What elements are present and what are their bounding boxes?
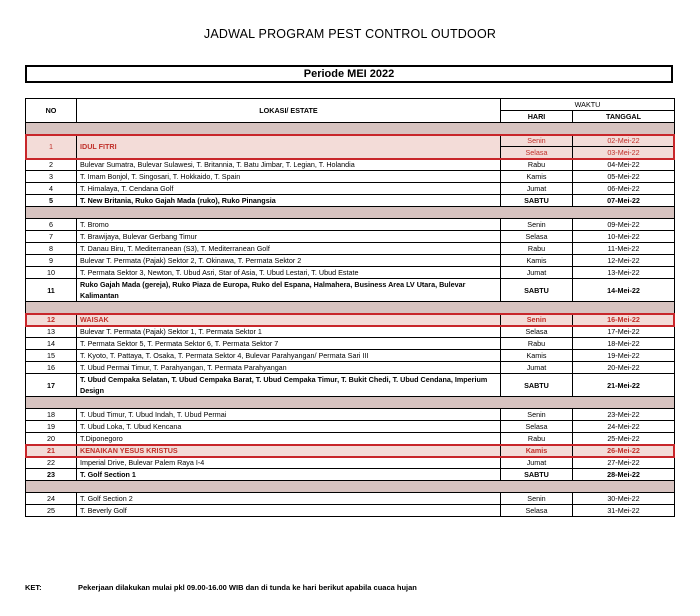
row-day: Selasa: [501, 231, 573, 243]
week-separator: [26, 207, 675, 219]
table-row: [26, 409, 675, 421]
week-separator: [26, 302, 675, 314]
row-date: 26-Mei-22: [573, 445, 675, 457]
week-separator: [26, 397, 675, 409]
period-title: Periode MEI 2022: [25, 65, 673, 83]
table-row: [26, 243, 675, 255]
row-number: 24: [26, 493, 77, 505]
row-date: 09-Mei-22: [573, 219, 675, 231]
row-day: Selasa: [501, 421, 573, 433]
table-row: [26, 362, 675, 374]
row-date: 20-Mei-22: [573, 362, 675, 374]
row-location: T. Imam Bonjol, T. Singosari, T. Hokkaido, T. Spain: [77, 171, 501, 183]
row-day: SABTU: [501, 469, 573, 481]
separator-cell: [26, 207, 675, 219]
row-date: 25-Mei-22: [573, 433, 675, 445]
row-number: 19: [26, 421, 77, 433]
row-number: 22: [26, 457, 77, 469]
table-row: [26, 505, 675, 517]
row-date: 17-Mei-22: [573, 326, 675, 338]
row-day: SABTU: [501, 279, 573, 302]
row-date: 03-Mei-22: [573, 147, 675, 159]
row-date: 04-Mei-22: [573, 159, 675, 171]
row-number: 1: [26, 135, 77, 159]
table-row: [26, 159, 675, 171]
row-date: 19-Mei-22: [573, 350, 675, 362]
row-date: 07-Mei-22: [573, 195, 675, 207]
row-number: 6: [26, 219, 77, 231]
row-day: Rabu: [501, 159, 573, 171]
row-day: Kamis: [501, 445, 573, 457]
table-row: [26, 421, 675, 433]
row-location: T. Golf Section 1: [77, 469, 501, 481]
separator-cell: [26, 481, 675, 493]
row-day: Rabu: [501, 338, 573, 350]
row-location: T. Permata Sektor 3, Newton, T. Ubud Asri, Star of Asia, T. Ubud Lestari, T. Ubud Estate: [77, 267, 501, 279]
row-location: T. Bromo: [77, 219, 501, 231]
row-location: Bulevar T. Permata (Pajak) Sektor 2, T. Okinawa, T. Permata Sektor 2: [77, 255, 501, 267]
row-number: 8: [26, 243, 77, 255]
row-location: T. Kyoto, T. Pattaya, T. Osaka, T. Permata Sektor 4, Bulevar Parahyangan/ Permata Sari III: [77, 350, 501, 362]
row-date: 02-Mei-22: [573, 135, 675, 147]
row-date: 27-Mei-22: [573, 457, 675, 469]
row-number: 9: [26, 255, 77, 267]
table-row: [26, 183, 675, 195]
row-day: SABTU: [501, 374, 573, 397]
row-date: 05-Mei-22: [573, 171, 675, 183]
row-date: 18-Mei-22: [573, 338, 675, 350]
row-number: 12: [26, 314, 77, 326]
row-day: Jumat: [501, 362, 573, 374]
row-location: T. Ubud Permai Timur, T. Parahyangan, T. Permata Parahyangan: [77, 362, 501, 374]
row-location: T. New Britania, Ruko Gajah Mada (ruko), Ruko Pinangsia: [77, 195, 501, 207]
row-day: Rabu: [501, 243, 573, 255]
row-day: Kamis: [501, 171, 573, 183]
col-header-no: NO: [26, 99, 77, 123]
table-row: [26, 350, 675, 362]
row-number: 11: [26, 279, 77, 302]
row-location: T. Danau Biru, T. Mediterranean (S3), T. Mediterranean Golf: [77, 243, 501, 255]
ket-note: Pekerjaan dilakukan mulai pkl 09.00-16.00 WIB dan di tunda ke hari berikut apabila cuaca hujan: [78, 583, 417, 592]
row-date: 21-Mei-22: [573, 374, 675, 397]
row-number: 20: [26, 433, 77, 445]
table-row: [26, 219, 675, 231]
col-header-tanggal: TANGGAL: [573, 111, 675, 123]
row-location: T. Brawijaya, Bulevar Gerbang Timur: [77, 231, 501, 243]
schedule-table: [25, 98, 675, 517]
row-number: 14: [26, 338, 77, 350]
row-number: 18: [26, 409, 77, 421]
row-location: T. Himalaya, T. Cendana Golf: [77, 183, 501, 195]
table-row: [26, 457, 675, 469]
row-location: T. Permata Sektor 5, T. Permata Sektor 6, T. Permata Sektor 7: [77, 338, 501, 350]
separator-cell: [26, 397, 675, 409]
table-row: [26, 267, 675, 279]
row-day: Selasa: [501, 147, 573, 159]
table-row: [26, 338, 675, 350]
table-row: [26, 326, 675, 338]
row-date: 28-Mei-22: [573, 469, 675, 481]
row-date: 06-Mei-22: [573, 183, 675, 195]
row-number: 5: [26, 195, 77, 207]
col-header-lokasi: LOKASI/ ESTATE: [77, 99, 501, 123]
table-row: [26, 433, 675, 445]
row-date: 13-Mei-22: [573, 267, 675, 279]
row-date: 30-Mei-22: [573, 493, 675, 505]
row-day: Kamis: [501, 255, 573, 267]
row-day: Senin: [501, 219, 573, 231]
row-day: Rabu: [501, 433, 573, 445]
row-date: 12-Mei-22: [573, 255, 675, 267]
row-location: Imperial Drive, Bulevar Palem Raya I-4: [77, 457, 501, 469]
row-day: Selasa: [501, 326, 573, 338]
row-number: 15: [26, 350, 77, 362]
row-location: T. Ubud Loka, T. Ubud Kencana: [77, 421, 501, 433]
row-date: 23-Mei-22: [573, 409, 675, 421]
row-location: T. Beverly Golf: [77, 505, 501, 517]
row-location: Bulevar Sumatra, Bulevar Sulawesi, T. Britannia, T. Batu Jimbar, T. Legian, T. Holandia: [77, 159, 501, 171]
row-date: 11-Mei-22: [573, 243, 675, 255]
holiday-name: IDUL FITRI: [77, 135, 501, 159]
table-row: [26, 195, 675, 207]
row-day: Senin: [501, 314, 573, 326]
week-separator: [26, 481, 675, 493]
row-day: Kamis: [501, 350, 573, 362]
col-header-waktu: WAKTU: [501, 99, 675, 111]
row-day: Jumat: [501, 267, 573, 279]
week-separator: [26, 123, 675, 135]
holiday-row: [26, 135, 675, 147]
col-header-hari: HARI: [501, 111, 573, 123]
holiday-name: WAISAK: [77, 314, 501, 326]
row-number: 16: [26, 362, 77, 374]
table-row: [26, 469, 675, 481]
row-day: Senin: [501, 409, 573, 421]
table-row: [26, 171, 675, 183]
row-day: Selasa: [501, 505, 573, 517]
row-location: T. Ubud Cempaka Selatan, T. Ubud Cempaka Barat, T. Ubud Cempaka Timur, T. Bukit Chedi, T. Ubud Cendana, Imperium Design: [77, 374, 501, 397]
row-number: 2: [26, 159, 77, 171]
separator-cell: [26, 123, 675, 135]
row-number: 23: [26, 469, 77, 481]
row-day: Senin: [501, 135, 573, 147]
row-date: 24-Mei-22: [573, 421, 675, 433]
row-number: 10: [26, 267, 77, 279]
row-date: 31-Mei-22: [573, 505, 675, 517]
row-day: SABTU: [501, 195, 573, 207]
row-number: 7: [26, 231, 77, 243]
table-row: [26, 493, 675, 505]
row-day: Senin: [501, 493, 573, 505]
table-row: [26, 374, 675, 397]
row-number: 21: [26, 445, 77, 457]
row-date: 10-Mei-22: [573, 231, 675, 243]
row-location: Bulevar T. Permata (Pajak) Sektor 1, T. Permata Sektor 1: [77, 326, 501, 338]
row-number: 4: [26, 183, 77, 195]
row-day: Jumat: [501, 183, 573, 195]
row-number: 25: [26, 505, 77, 517]
holiday-row: [26, 445, 675, 457]
table-row: [26, 279, 675, 302]
document-title: JADWAL PROGRAM PEST CONTROL OUTDOOR: [203, 27, 497, 41]
ket-label: KET:: [25, 583, 42, 592]
header-row: [26, 99, 675, 111]
row-day: Jumat: [501, 457, 573, 469]
row-location: T. Ubud Timur, T. Ubud Indah, T. Ubud Permai: [77, 409, 501, 421]
row-date: 14-Mei-22: [573, 279, 675, 302]
row-location: T. Golf Section 2: [77, 493, 501, 505]
table-row: [26, 231, 675, 243]
row-location: T.Diponegoro: [77, 433, 501, 445]
row-date: 16-Mei-22: [573, 314, 675, 326]
row-number: 13: [26, 326, 77, 338]
holiday-name: KENAIKAN YESUS KRISTUS: [77, 445, 501, 457]
holiday-row: [26, 314, 675, 326]
row-number: 3: [26, 171, 77, 183]
table-row: [26, 255, 675, 267]
row-number: 17: [26, 374, 77, 397]
row-location: Ruko Gajah Mada (gereja), Ruko Piaza de Europa, Ruko del Espana, Halmahera, Business Area LV Utara, Bulevar Kalimantan: [77, 279, 501, 302]
separator-cell: [26, 302, 675, 314]
